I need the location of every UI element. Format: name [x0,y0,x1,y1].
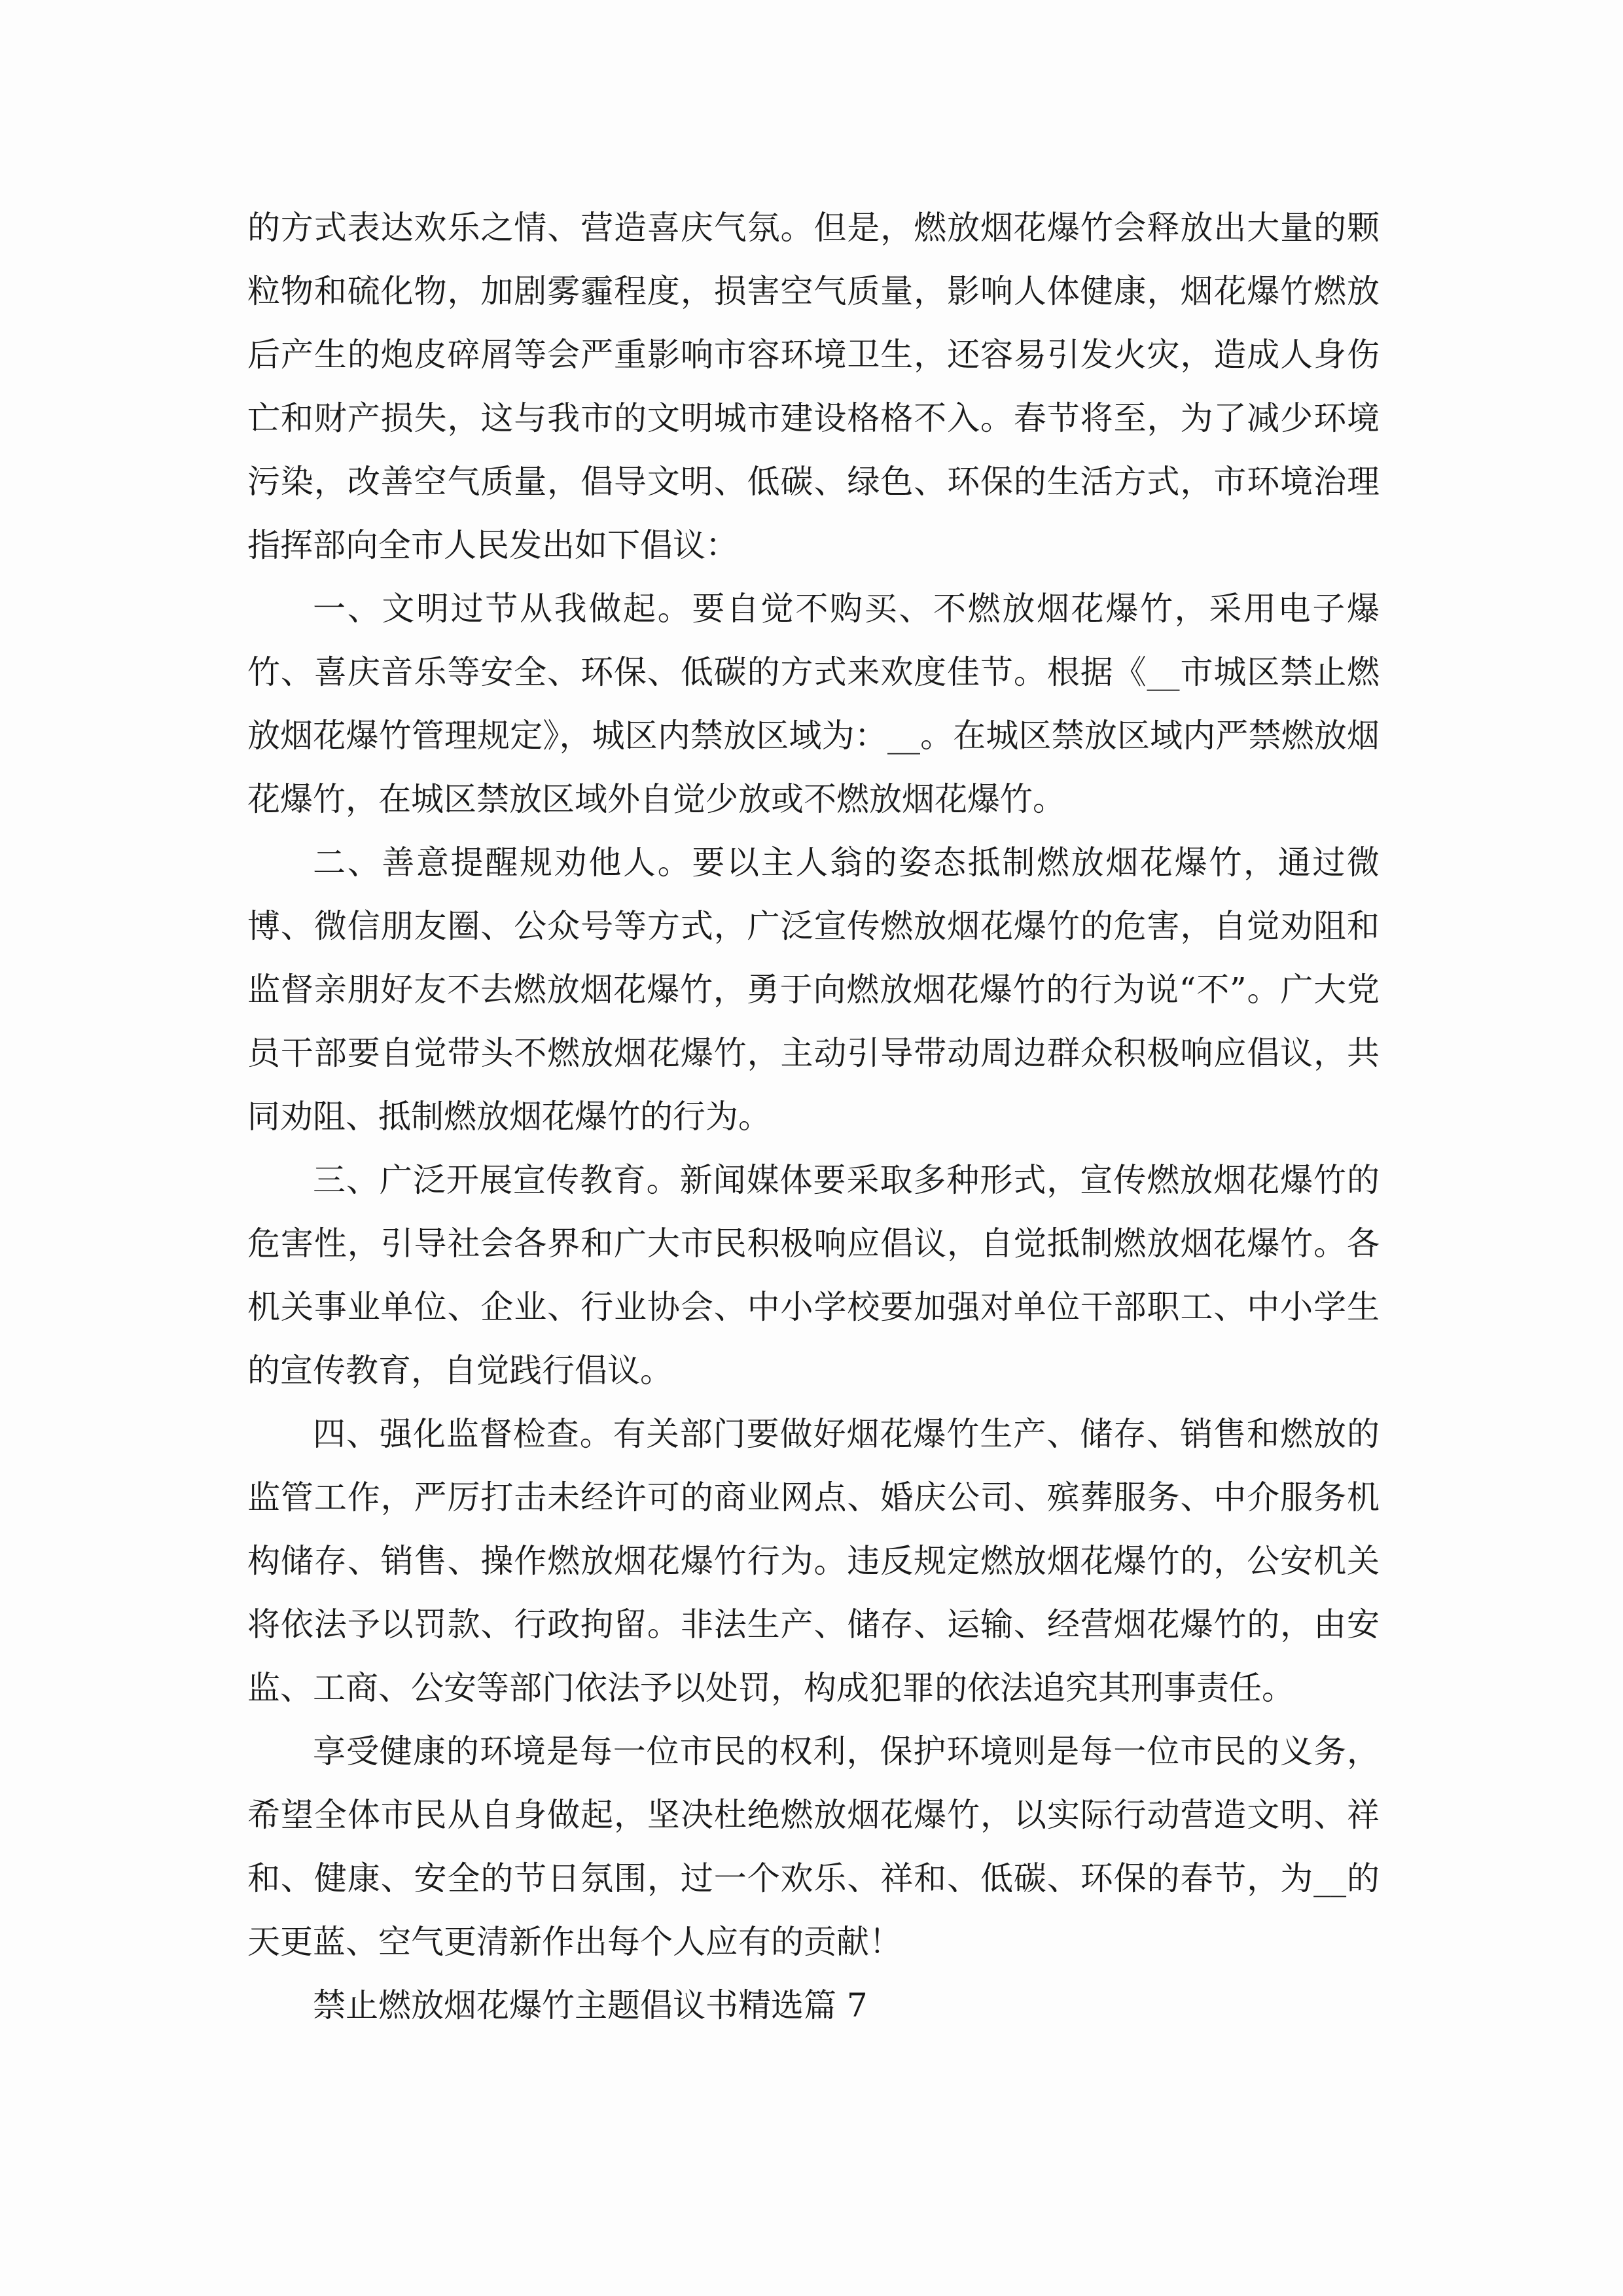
paragraph-item-3: 三、广泛开展宣传教育。新闻媒体要采取多种形式，宣传燃放烟花爆竹的危害性，引导社会各界和广大市民积极响应倡议，自觉抵制燃放烟花爆竹。各机关事业单位、企业、行业协会、中小学校要加强对单位干部职工、中小学生的宣传教育，自觉践行倡议。 [247,1161,1380,1390]
paragraph-item-4: 四、强化监督检查。有关部门要做好烟花爆竹生产、储存、销售和燃放的监管工作，严厉打击未经许可的商业网点、婚庆公司、殡葬服务、中介服务机构储存、销售、操作燃放烟花爆竹行为。违反规定燃放烟花爆竹的，公安机关将依法予以罚款、行政拘留。非法生产、储存、运输、经营烟花爆竹的，由安监、工商、公安等部门依法予以处罚，构成犯罪的依法追究其刑事责任。 [247,1415,1380,1707]
paragraph-closing: 享受健康的环境是每一位市民的权利，保护环境则是每一位市民的义务，希望全体市民从自身做起，坚决杜绝燃放烟花爆竹，以实际行动营造文明、祥和、健康、安全的节日氛围，过一个欢乐、祥和、低碳、环保的春节，为__的天更蓝、空气更清新作出每个人应有的贡献！ [247,1732,1380,1961]
document-body [247,196,1380,2037]
paragraph-item-1: 一、文明过节从我做起。要自觉不购买、不燃放烟花爆竹，采用电子爆竹、喜庆音乐等安全、环保、低碳的方式来欢度佳节。根据《__市城区禁止燃放烟花爆竹管理规定》，城区内禁放区域为：__。在城区禁放区域内严禁燃放烟花爆竹，在城区禁放区域外自觉少放或不燃放烟花爆竹。 [247,590,1380,818]
next-section-heading: 禁止燃放烟花爆竹主题倡议书精选篇 7 [313,1986,868,2024]
paragraph-item-2: 二、善意提醒规劝他人。要以主人翁的姿态抵制燃放烟花爆竹，通过微博、微信朋友圈、公众号等方式，广泛宣传燃放烟花爆竹的危害，自觉劝阻和监督亲朋好友不去燃放烟花爆竹，勇于向燃放烟花爆竹的行为说“不”。广大党员干部要自觉带头不燃放烟花爆竹，主动引导带动周边群众积极响应倡议，共同劝阻、抵制燃放烟花爆竹的行为。 [247,844,1380,1136]
paragraph-intro-continued: 的方式表达欢乐之情、营造喜庆气氛。但是，燃放烟花爆竹会释放出大量的颗粒物和硫化物，加剧雾霾程度，损害空气质量，影响人体健康，烟花爆竹燃放后产生的炮皮碎屑等会严重影响市容环境卫生，还容易引发火灾，造成人身伤亡和财产损失，这与我市的文明城市建设格格不入。春节将至，为了减少环境污染，改善空气质量，倡导文明、低碳、绿色、环保的生活方式，市环境治理指挥部向全市人民发出如下倡议： [247,209,1380,564]
